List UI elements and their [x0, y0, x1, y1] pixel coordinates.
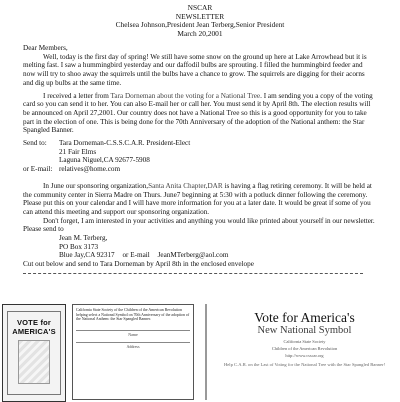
stamp-title: VOTE for AMERICA'S: [12, 318, 56, 336]
flyer-line-2: Children of the American Revolution: [271, 346, 338, 352]
ballot-address-label: Address: [126, 343, 140, 349]
vote-stamp-image: [2, 304, 66, 402]
flyer-line-3: http://www.csscar.org: [285, 353, 324, 359]
paragraph-flag-ceremony: [23, 182, 375, 217]
send-to-label: Send to:: [23, 139, 47, 148]
newsletter-header: [0, 4, 400, 38]
salutation: Dear Members,: [23, 44, 68, 52]
flyer-subtitle: New National Symbol: [257, 325, 352, 336]
p3-prefix: In June our sponsoring organization,: [43, 181, 149, 190]
signature-name: Jean M. Terberg,: [59, 234, 108, 243]
stamp-art: [18, 340, 50, 384]
p2-highlight: Tara Dorneman about the voting for a National Tree: [110, 91, 261, 100]
ballot-name-line: [76, 330, 190, 331]
flyer-note: Help C.A.R. on the Last of Voting for the National Tree with the Star Spangled Banner!: [223, 361, 386, 367]
p3-suffix: is having a flag retiring ceremony. It will be held at the community center in Sierra Madre on Thurs. June7 beginning at 5:30 with a potluck dinner following the ceremony. Please put this on your calendar and I will have more information for you at a later date. It would be great if some of you can attend this meeting and support our sponsoring organization.: [23, 181, 372, 216]
hdr-line: Chelsea Johnson,President Jean Terberg,Senior President: [115, 20, 285, 30]
cut-instructions: Cut out below and send to Tara Dorneman by April 8th in the enclosed envelope: [23, 260, 254, 269]
p2-suffix: . I am sending you a copy of the voting card so you can send it to her. You can also E-mail her or call her. You must send it by April 8th. The election results will be announced on April 27,2001. Our country does not have a National Tree so this is a good opportunity for you to take part in the election of one. This is being done for the 70th Anniversary of the adoption of the National anthem: the Star Spangled Banner.: [23, 91, 373, 135]
vote-flyer: [205, 304, 400, 400]
signature-city-row: [59, 251, 375, 260]
stamp-frame: [7, 311, 61, 395]
send-to-city: Laguna Niguel,CA 92677-5908: [59, 156, 150, 165]
flyer-line-1: California State Society: [283, 339, 326, 344]
ballot-card: [72, 304, 194, 400]
hdr-line: NSCAR: [187, 3, 213, 12]
send-to-street: 21 Fair Elms: [59, 147, 97, 156]
letter-body: [23, 44, 375, 274]
ballot-name-label: Name: [128, 331, 138, 337]
p2-prefix: I received a letter from: [43, 91, 111, 100]
paragraph-spring: Well, today is the first day of spring! We still have some snow on the ground up here at Lake Arrowhead but it is melting fast. I saw a hummingbird yesterday and our daffodil bulbs are sprouting. I filled the hummingbird feeder and now will try to shoo away the squirrels until the bulbs have a chance to grow. The squirrels are digging for their acorns and dig up bulbs at the same time.: [23, 52, 367, 87]
flyer-title: Vote for America's: [254, 310, 355, 325]
paragraph-activities: Don't forget, I am interested in your activities and anything you would like printed about yourself in our newsletter. Please send to: [23, 216, 375, 234]
ballot-address-line: [76, 342, 190, 343]
signature-city: Blue Jay,CA 92317: [59, 251, 115, 260]
hdr-line: NEWSLETTER: [175, 11, 225, 21]
signature-or-email: or E-mail: [122, 251, 150, 260]
paragraph-national-tree: [23, 92, 375, 136]
signature-po-box: PO Box 3173: [59, 242, 99, 251]
cut-line-divider: [23, 273, 363, 274]
p3-highlight: Santa Anita Chapter,DAR: [148, 181, 223, 190]
send-to-block: [23, 139, 375, 148]
signature-email: JeanMTerberg@aol.com: [157, 251, 229, 260]
send-to-name: Tara Dorneman-C.S.S.C.A.R. President-Elect: [59, 139, 191, 148]
ballot-card-text: California State Society of the Children of the American Revolution helping select a National Symbol on 70th Anniversary of the adoption of the National Anthem: the Star Spangled Banner.: [76, 308, 190, 322]
voting-forms: [0, 298, 400, 400]
send-to-email-row: [23, 165, 375, 174]
hdr-line: March 20,2001: [177, 28, 223, 38]
send-to-email: relatives@home.com: [59, 165, 121, 174]
or-email-label: or E-mail:: [23, 165, 53, 174]
